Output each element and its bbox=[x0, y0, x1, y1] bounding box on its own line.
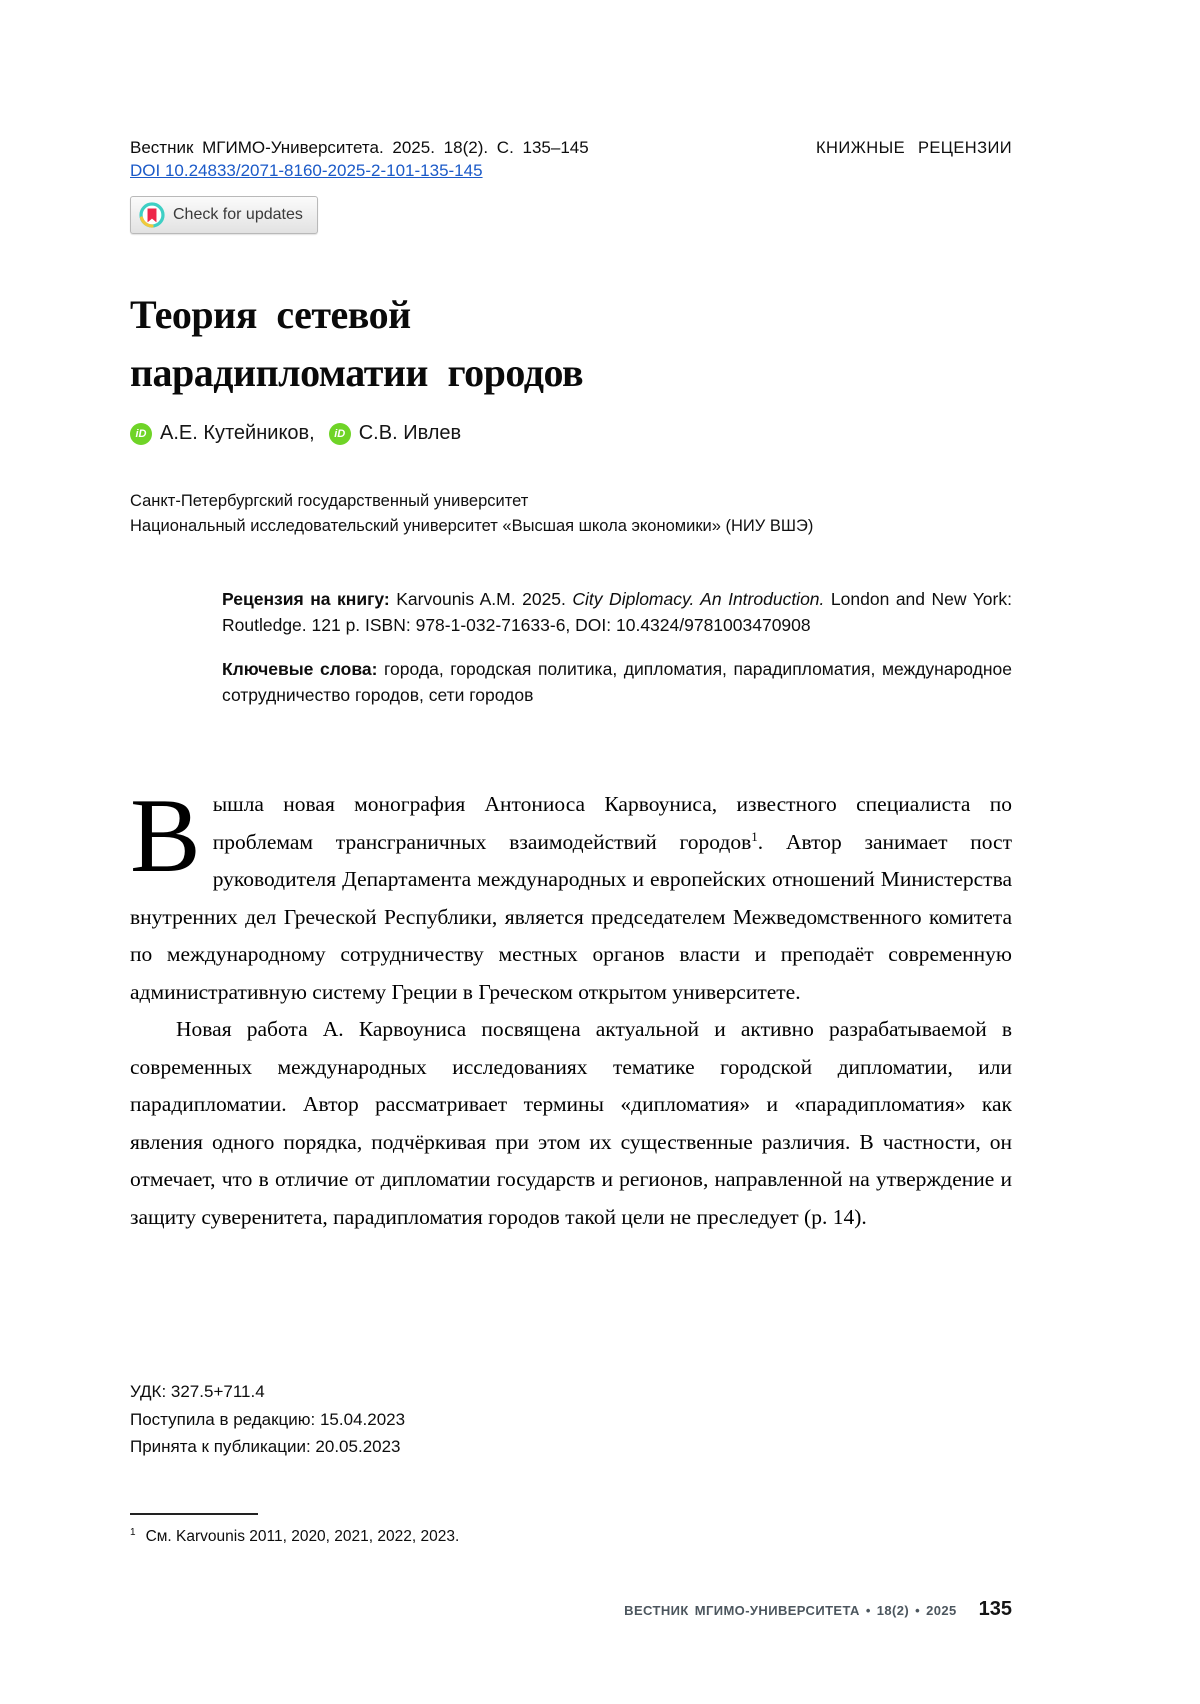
crossmark-label: Check for updates bbox=[173, 206, 303, 223]
review-book-title: City Diplomacy. An Introduction. bbox=[572, 589, 825, 609]
accepted-date: Принята к публикации: 20.05.2023 bbox=[130, 1437, 401, 1456]
paragraph-1 bbox=[130, 777, 1012, 1011]
doi-link[interactable]: DOI 10.24833/2071-8160-2025-2-101-135-145 bbox=[130, 161, 483, 180]
author-1 bbox=[130, 422, 315, 445]
keywords-text: города, городская политика, дипломатия, парадипломатия, международное сотрудничество городов, сети городов bbox=[222, 659, 1012, 705]
author-2 bbox=[329, 422, 461, 445]
drop-cap: В bbox=[130, 777, 201, 894]
author-name: А.Е. Кутейников, bbox=[160, 422, 315, 444]
author-name: С.В. Ивлев bbox=[358, 422, 462, 444]
received-date: Поступила в редакцию: 15.04.2023 bbox=[130, 1409, 406, 1429]
article-meta bbox=[130, 1378, 1012, 1461]
footer-page-number: 135 bbox=[978, 1598, 1012, 1620]
page-header bbox=[130, 138, 1012, 158]
journal-reference: Вестник МГИМО-Университета. 2025. 18(2). С. 135–145 bbox=[130, 138, 589, 157]
udk-code: УДК: 327.5+711.4 bbox=[130, 1382, 265, 1401]
keywords-block bbox=[222, 656, 1012, 708]
affiliation-1: Санкт-Петербургский государственный университет bbox=[130, 492, 529, 510]
footnote-reference[interactable]: 1 bbox=[751, 828, 758, 844]
paragraph-1-text: ышла новая монография Антониоса Карвоуниса, известного специалиста по проблемам трансграничных взаимодействий городов bbox=[212, 792, 1012, 854]
article-title bbox=[130, 286, 1012, 402]
review-citation-end: London and New York: Routledge. 121 p. ISBN: 978-1-032-71633-6, DOI: 10.4324/9781003470908 bbox=[222, 589, 1012, 635]
section-label: КНИЖНЫЕ РЕЦЕНЗИИ bbox=[816, 139, 1012, 157]
footnote-text: См. Karvounis 2011, 2020, 2021, 2022, 2023. bbox=[145, 1527, 460, 1545]
book-review-citation bbox=[222, 586, 1012, 638]
abstract-block bbox=[130, 586, 1012, 708]
review-citation-start: Karvounis A.M. 2025. bbox=[389, 589, 573, 609]
footer-journal-title: ВЕСТНИК МГИМО-УНИВЕРСИТЕТА • 18(2) • 2025 bbox=[624, 1603, 957, 1618]
footnote-divider bbox=[130, 1513, 258, 1515]
author-list bbox=[130, 422, 1012, 445]
footnote-mark: 1 bbox=[130, 1526, 136, 1538]
affiliations bbox=[130, 489, 1012, 539]
keywords-label: Ключевые слова: bbox=[222, 659, 378, 679]
review-label: Рецензия на книгу: bbox=[222, 589, 390, 609]
page-footer bbox=[130, 1598, 1012, 1621]
paragraph-1-continued: . Автор занимает пост руководителя Департамента международных и европейских отношений Министерства внутренних дел Греческой Республики, является председателем Межведомственного комитета по международному сотрудничеству местных органов власти и преподаёт современную административную систему Греции в Греческом открытом университете. bbox=[130, 829, 1012, 1004]
orcid-icon[interactable]: iD bbox=[130, 423, 152, 445]
crossmark-logo-icon bbox=[139, 202, 165, 228]
footnote bbox=[130, 1527, 1012, 1546]
paragraph-2: Новая работа А. Карвоуниса посвящена актуальной и активно разрабатываемой в современных международных исследованиях тематике городской дипломатии, или парадипломатии. Автор рассматривает термины «дипломатия» и «парадипломатия» как явления одного порядка, подчёркивая при этом их существенные различия. В частности, он отмечает, что в отличие от дипломатии государств и регионов, направленной на утверждение и защиту суверенитета, парадипломатия городов такой цели не преследует (р. 14). bbox=[130, 1017, 1012, 1229]
article-page bbox=[130, 138, 1012, 1546]
affiliation-2: Национальный исследовательский университет «Высшая школа экономики» (НИУ ВШЭ) bbox=[130, 517, 814, 535]
crossmark-badge[interactable] bbox=[130, 196, 318, 234]
article-body bbox=[130, 777, 1012, 1236]
article-title-line2: парадипломатии городов bbox=[130, 350, 584, 395]
orcid-icon[interactable]: iD bbox=[329, 423, 351, 445]
article-title-line1: Теория сетевой bbox=[130, 292, 411, 337]
